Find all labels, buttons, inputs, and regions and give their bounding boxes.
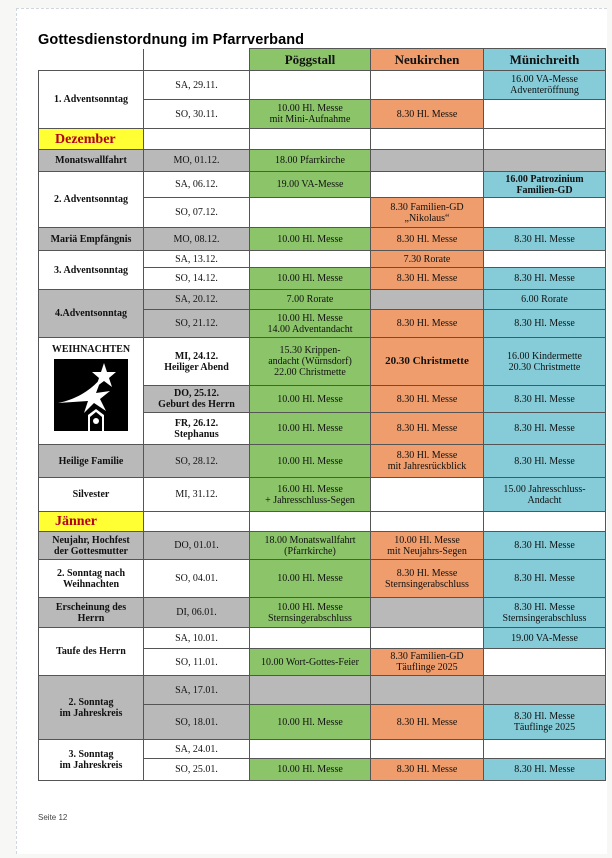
day-cell: Mariä Empfängnis [39,228,144,251]
table-row [39,251,606,268]
neukirchen-cell: 8.30 Familien-GD „Nikolaus“ [371,198,484,228]
poeggstall-cell: 7.00 Rorate [250,290,371,310]
day-cell: 4.Adventsonntag [39,290,144,338]
table-row [39,628,606,649]
muenichreith-cell: 6.00 Rorate [484,290,606,310]
neukirchen-cell: 8.30 Hl. Messe [371,268,484,290]
table-row [39,290,606,310]
month-row [39,512,606,532]
poeggstall-cell: 10.00 Hl. Messe [250,560,371,598]
header-empty [39,49,144,71]
table-row [39,532,606,560]
poeggstall-cell: 18.00 Monatswallfahrt (Pfarrkirche) [250,532,371,560]
poeggstall-cell: 10.00 Hl. Messe [250,705,371,740]
muenichreith-cell: 8.30 Hl. Messe Sternsingerabschluss [484,598,606,628]
date-cell: SO, 25.01. [144,759,250,781]
table-row [39,478,606,512]
date-cell: SO, 30.11. [144,100,250,129]
poeggstall-cell: 10.00 Hl. Messe [250,386,371,413]
day-cell: Neujahr, Hochfest der Gottesmutter [39,532,144,560]
month-row [39,129,606,150]
neukirchen-cell [371,740,484,759]
nativity-star-logo [54,359,128,431]
neukirchen-cell: 20.30 Christmette [371,338,484,386]
day-cell: Monatswallfahrt [39,150,144,172]
muenichreith-cell [484,251,606,268]
muenichreith-cell [484,150,606,172]
neukirchen-cell: 7.30 Rorate [371,251,484,268]
poeggstall-cell: 10.00 Hl. Messe [250,228,371,251]
poeggstall-cell: 10.00 Hl. Messe Sternsingerabschluss [250,598,371,628]
page-number: Seite 12 [38,813,68,822]
poeggstall-cell: 10.00 Hl. Messe [250,759,371,781]
page-title: Gottesdienstordnung im Pfarrverband [38,32,305,48]
neukirchen-cell: 10.00 Hl. Messe mit Neujahrs-Segen [371,532,484,560]
neukirchen-cell: 8.30 Hl. Messe Sternsingerabschluss [371,560,484,598]
neukirchen-cell [371,676,484,705]
star-icon [54,359,128,431]
muenichreith-cell: 16.00 Patrozinium Familien-GD [484,172,606,198]
poeggstall-cell: 10.00 Hl. Messe 14.00 Adventandacht [250,310,371,338]
month-label-dezember: Dezember [39,129,144,150]
date-cell: SO, 11.01. [144,649,250,676]
neukirchen-cell [371,598,484,628]
schedule-table [38,48,606,781]
muenichreith-cell: 16.00 Kindermette 20.30 Christmette [484,338,606,386]
muenichreith-cell: 8.30 Hl. Messe [484,310,606,338]
neukirchen-cell [371,628,484,649]
muenichreith-cell [484,649,606,676]
day-cell: Heilige Familie [39,445,144,478]
muenichreith-cell: 8.30 Hl. Messe [484,228,606,251]
header-row [39,49,606,71]
poeggstall-cell: 10.00 Hl. Messe mit Mini-Aufnahme [250,100,371,129]
poeggstall-cell [250,740,371,759]
poeggstall-cell [250,198,371,228]
poeggstall-cell: 10.00 Wort-Gottes-Feier [250,649,371,676]
table-row [39,338,606,386]
muenichreith-cell: 8.30 Hl. Messe Täuflinge 2025 [484,705,606,740]
day-cell: 3. Sonntag im Jahreskreis [39,740,144,781]
date-cell: SO, 28.12. [144,445,250,478]
day-cell [39,338,144,445]
muenichreith-cell: 8.30 Hl. Messe [484,268,606,290]
poeggstall-cell: 10.00 Hl. Messe [250,268,371,290]
date-cell: SO, 21.12. [144,310,250,338]
poeggstall-cell: 10.00 Hl. Messe [250,413,371,445]
date-cell: SA, 10.01. [144,628,250,649]
muenichreith-cell [484,740,606,759]
muenichreith-cell: 19.00 VA-Messe [484,628,606,649]
table-row [39,228,606,251]
muenichreith-cell: 8.30 Hl. Messe [484,386,606,413]
muenichreith-cell [484,100,606,129]
date-cell: MI, 24.12. Heiliger Abend [144,338,250,386]
neukirchen-cell: 8.30 Hl. Messe [371,705,484,740]
header-muenichreith: Münichreith [484,49,606,71]
muenichreith-cell: 8.30 Hl. Messe [484,759,606,781]
weihnachten-label: WEIHNACHTEN [51,344,131,355]
neukirchen-cell: 8.30 Familien-GD Täuflinge 2025 [371,649,484,676]
date-cell: SA, 17.01. [144,676,250,705]
date-cell: MO, 08.12. [144,228,250,251]
neukirchen-cell [371,172,484,198]
day-cell: 3. Adventsonntag [39,251,144,290]
day-cell: 2. Sonntag im Jahreskreis [39,676,144,740]
neukirchen-cell: 8.30 Hl. Messe [371,413,484,445]
neukirchen-cell [371,71,484,100]
poeggstall-cell [250,676,371,705]
muenichreith-cell: 8.30 Hl. Messe [484,560,606,598]
muenichreith-cell [484,198,606,228]
header-empty [144,49,250,71]
date-cell: MO, 01.12. [144,150,250,172]
neukirchen-cell [371,150,484,172]
date-cell: SA, 13.12. [144,251,250,268]
neukirchen-cell: 8.30 Hl. Messe [371,228,484,251]
muenichreith-cell: 8.30 Hl. Messe [484,532,606,560]
table-row [39,150,606,172]
neukirchen-cell: 8.30 Hl. Messe [371,759,484,781]
neukirchen-cell [371,478,484,512]
date-cell: MI, 31.12. [144,478,250,512]
month-label-jaenner: Jänner [39,512,144,532]
day-cell: Erscheinung des Herrn [39,598,144,628]
date-cell: SA, 20.12. [144,290,250,310]
poeggstall-cell [250,71,371,100]
poeggstall-cell: 16.00 Hl. Messe + Jahresschluss-Segen [250,478,371,512]
neukirchen-cell: 8.30 Hl. Messe [371,386,484,413]
muenichreith-cell: 8.30 Hl. Messe [484,413,606,445]
muenichreith-cell: 15.00 Jahresschluss- Andacht [484,478,606,512]
date-cell: FR, 26.12. Stephanus [144,413,250,445]
day-cell: Taufe des Herrn [39,628,144,676]
date-cell: SO, 18.01. [144,705,250,740]
day-cell: 1. Adventsonntag [39,71,144,129]
header-poeggstall: Pöggstall [250,49,371,71]
date-cell: DO, 25.12. Geburt des Herrn [144,386,250,413]
date-cell: DO, 01.01. [144,532,250,560]
poeggstall-cell: 10.00 Hl. Messe [250,445,371,478]
neukirchen-cell: 8.30 Hl. Messe mit Jahresrückblick [371,445,484,478]
poeggstall-cell: 18.00 Pfarrkirche [250,150,371,172]
muenichreith-cell: 8.30 Hl. Messe [484,445,606,478]
poeggstall-cell [250,251,371,268]
poeggstall-cell: 15.30 Krippen- andacht (Würnsdorf) 22.00 Christmette [250,338,371,386]
neukirchen-cell [371,290,484,310]
neukirchen-cell: 8.30 Hl. Messe [371,310,484,338]
table-row [39,740,606,759]
table-row [39,560,606,598]
date-cell: SA, 06.12. [144,172,250,198]
table-row [39,71,606,100]
day-cell: 2. Adventsonntag [39,172,144,228]
table-row [39,172,606,198]
muenichreith-cell [484,676,606,705]
date-cell: SA, 29.11. [144,71,250,100]
poeggstall-cell [250,628,371,649]
day-cell: 2. Sonntag nach Weihnachten [39,560,144,598]
neukirchen-cell: 8.30 Hl. Messe [371,100,484,129]
date-cell: SO, 07.12. [144,198,250,228]
header-neukirchen: Neukirchen [371,49,484,71]
table-row [39,676,606,705]
poeggstall-cell: 19.00 VA-Messe [250,172,371,198]
table-row [39,598,606,628]
table-row [39,445,606,478]
date-cell: DI, 06.01. [144,598,250,628]
date-cell: SA, 24.01. [144,740,250,759]
date-cell: SO, 04.01. [144,560,250,598]
day-cell: Silvester [39,478,144,512]
date-cell: SO, 14.12. [144,268,250,290]
muenichreith-cell: 16.00 VA-Messe Adventeröffnung [484,71,606,100]
